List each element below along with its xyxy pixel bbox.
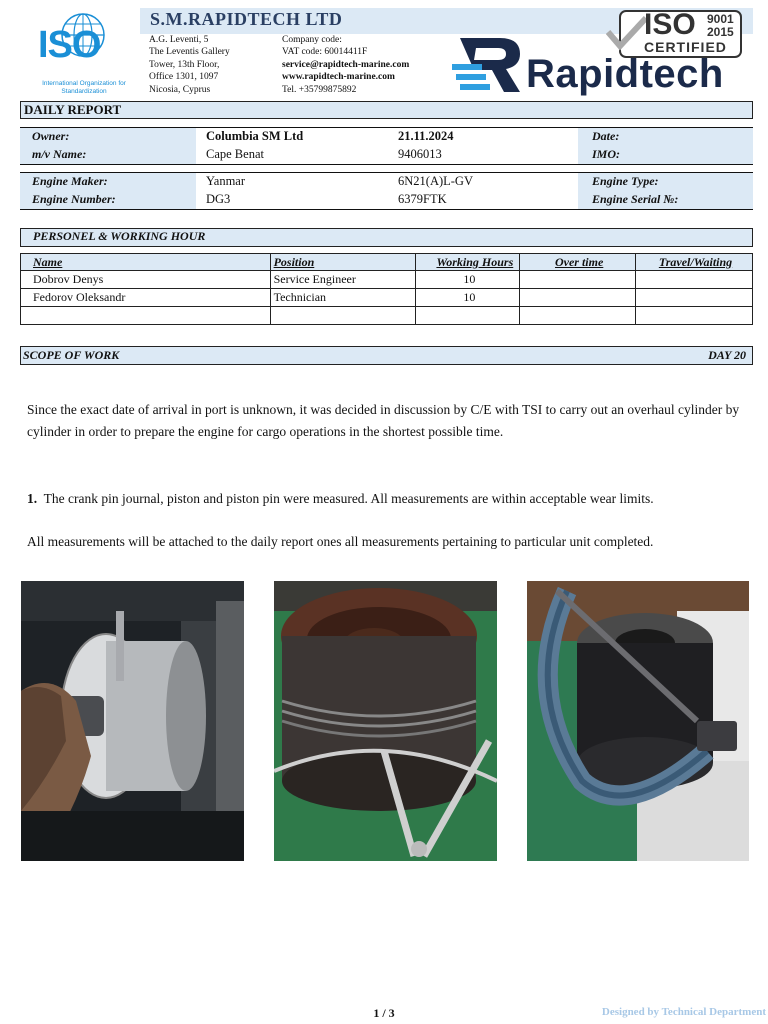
crew-name: Fedorov Oleksandr — [21, 289, 271, 307]
company-address — [149, 34, 230, 96]
personnel-table — [20, 253, 753, 325]
crew-position: Service Engineer — [270, 271, 416, 289]
scope-note: All measurements will be attached to the daily report ones all measurements pertaining to particular unit completed. — [27, 534, 654, 549]
engine-serial-value: 6379FTK — [398, 192, 447, 206]
vat-code: VAT code: 60014411F — [282, 47, 368, 58]
engine-type-value: 6N21(A)L-GV — [398, 174, 473, 188]
vessel-name-label: m/v Name: — [32, 147, 87, 161]
engine-type-label: Engine Type: — [592, 174, 659, 188]
engine-number-value: DG3 — [206, 192, 231, 206]
personnel-table-header — [21, 254, 753, 271]
company-name: S.M.RAPIDTECH LTD — [150, 9, 343, 29]
address-line: A.G. Leventi, 5 — [149, 35, 209, 45]
company-code: Company code: — [282, 35, 342, 45]
crew-position — [270, 307, 416, 325]
date-label: Date: — [592, 129, 620, 143]
rapidtech-r-mark-icon — [452, 34, 532, 96]
company-contact — [282, 34, 409, 96]
table-row — [21, 307, 753, 325]
table-row — [21, 271, 753, 289]
table-row — [21, 289, 753, 307]
col-header-position: Position — [270, 254, 416, 271]
engine-number-label: Engine Number: — [32, 192, 116, 206]
personnel-section-title: PERSONEL & WORKING HOUR — [33, 229, 206, 243]
col-header-name: Name — [21, 254, 271, 271]
scope-section-bar — [20, 346, 753, 365]
crew-hours — [416, 307, 520, 325]
crew-overtime — [520, 307, 636, 325]
imo-label: IMO: — [592, 147, 621, 161]
scope-day-number: DAY 20 — [708, 348, 746, 362]
crew-name — [21, 307, 271, 325]
iso-cert-year: 2015 — [707, 25, 734, 39]
owner-label: Owner: — [32, 129, 70, 143]
website-link[interactable]: www.rapidtech-marine.com — [282, 72, 395, 83]
crew-hours: 10 — [416, 289, 520, 307]
col-header-over-time: Over time — [520, 254, 636, 271]
rapidtech-wordmark: Rapidtech — [526, 52, 724, 96]
scope-intro: Since the exact date of arrival in port is unknown, it was decided in discussion by C/E with TSI to carry out an overhaul cylinder by cylinder in order to prepare the engine for cargo operations in the shortest possible time. — [27, 402, 740, 439]
scope-item-number: 1. — [27, 491, 38, 506]
scope-section-title: SCOPE OF WORK — [23, 348, 120, 362]
vessel-info-block — [20, 127, 753, 165]
crew-hours: 10 — [416, 271, 520, 289]
engine-maker-value: Yanmar — [206, 174, 246, 188]
email-link[interactable]: service@rapidtech-marine.com — [282, 59, 410, 70]
crew-travel — [636, 271, 753, 289]
daily-report-bar — [20, 101, 753, 119]
crew-overtime — [520, 271, 636, 289]
iso-cert-label: CERTIFIED — [644, 39, 727, 55]
iso-logo — [30, 10, 140, 100]
engine-serial-label: Engine Serial №: — [592, 192, 679, 206]
iso-org-name: International Organization for Standardization — [42, 80, 126, 95]
crew-position: Technician — [270, 289, 416, 307]
imo-value: 9406013 — [398, 147, 442, 161]
crankpin-measurement-photo — [21, 581, 244, 861]
page-number: 1 / 3 — [373, 1006, 395, 1020]
piston-measurement-photo — [274, 581, 497, 861]
address-line: Office 1301, 1097 — [149, 72, 219, 83]
piston-pin-measurement-photo — [527, 581, 749, 861]
address-line: Tower, 13th Floor, — [149, 59, 220, 70]
iso-cert-big: ISO — [644, 8, 696, 41]
crew-name: Dobrov Denys — [21, 271, 271, 289]
crew-overtime — [520, 289, 636, 307]
crew-travel — [636, 289, 753, 307]
address-line: The Leventis Gallery — [149, 47, 230, 58]
daily-report-title: DAILY REPORT — [24, 102, 122, 117]
date-value: 21.11.2024 — [398, 129, 454, 143]
iso-logo-text: ISO — [38, 24, 101, 66]
scope-item-1 — [27, 488, 753, 510]
crew-travel — [636, 307, 753, 325]
engine-info-block — [20, 172, 753, 210]
iso-cert-standard: 9001 — [707, 12, 734, 26]
owner-value: Columbia SM Ltd — [206, 129, 304, 143]
engine-maker-label: Engine Maker: — [32, 174, 108, 188]
designed-by: Designed by Technical Department — [601, 1006, 766, 1018]
telephone: Tel. +35799875892 — [282, 84, 357, 95]
col-header-working-hours: Working Hours — [416, 254, 520, 271]
scope-item-text: The crank pin journal, piston and piston pin were measured. All measurements are within acceptable wear limits. — [43, 491, 654, 506]
address-line: Nicosia, Cyprus — [149, 84, 211, 95]
vessel-name-value: Cape Benat — [206, 147, 264, 161]
col-header-travel-waiting: Travel/Waiting — [636, 254, 753, 271]
rapidtech-logo — [452, 34, 752, 104]
